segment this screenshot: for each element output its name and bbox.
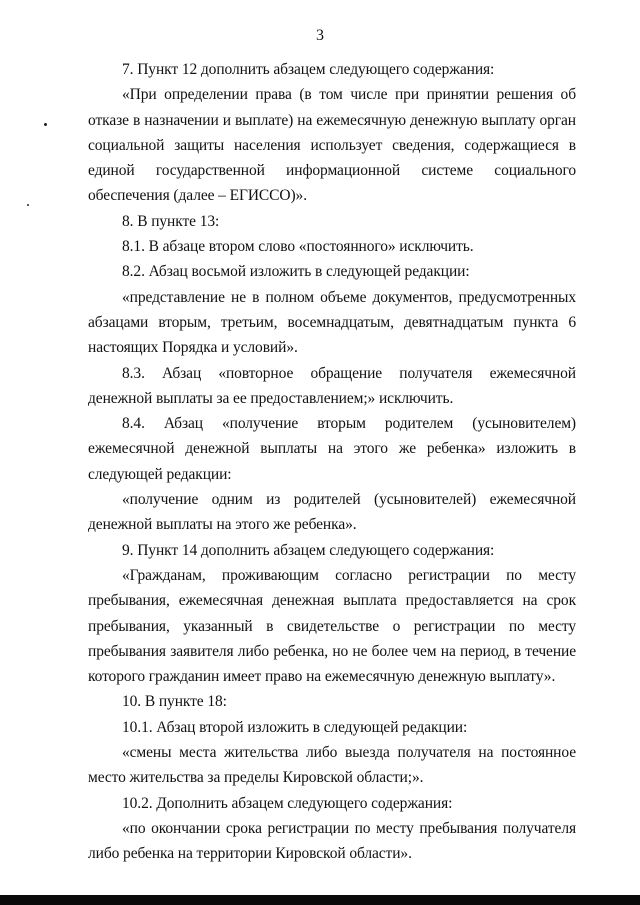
- amendment-item-10-2: 10.2. Дополнить абзацем следующего содержания:: [122, 794, 453, 812]
- amendment-item-8-3: 8.3. Абзац «повторное обращение получателя ежемесячной денежной выплаты за ее предоставлением;» исключить.: [88, 364, 576, 407]
- scan-edge-bar: [0, 895, 640, 905]
- scan-speck: [44, 123, 47, 126]
- amendment-item-8-2: 8.2. Абзац восьмой изложить в следующей редакции:: [122, 263, 470, 281]
- amendment-item-7: 7. Пункт 12 дополнить абзацем следующего содержания:: [122, 61, 495, 78]
- amendment-quote-10-2: «по окончании срока регистрации по месту пребывания получателя либо ребенка на территории Кировской области».: [88, 819, 576, 863]
- amendment-item-9: 9. Пункт 14 дополнить абзацем следующего содержания:: [122, 541, 495, 559]
- amendment-item-10-1: 10.1. Абзац второй изложить в следующей редакции:: [122, 718, 468, 736]
- page-number: 3: [316, 27, 324, 44]
- amendment-item-8-1: 8.1. В абзаце втором слово «постоянного» исключить.: [122, 238, 474, 256]
- document-body: [88, 57, 576, 867]
- amendment-item-10: 10. В пункте 18:: [122, 693, 227, 711]
- scan-speck: [27, 204, 29, 206]
- amendment-quote-7: «При определении права (в том числе при принятии решения об отказе в назначении и выплате) на ежемесячную денежную выплату орган социальной защиты населения использует сведения, содержащиеся в единой государственной информационной системе социального обеспечения (далее – ЕГИССО)».: [88, 86, 576, 205]
- amendment-quote-10-1: «смены места жительства либо выезда получателя на постоянное место жительства за пределы Кировской области;».: [88, 744, 576, 787]
- amendment-quote-8-4: «получение одним из родителей (усыновителей) ежемесячной денежной выплаты на этого же ребенка».: [88, 491, 576, 534]
- amendment-quote-8-2: «представление не в полном объеме документов, предусмотренных абзацами вторым, третьим, восемнадцатым, девятнадцатым пункта 6 настоящих Порядка и условий».: [88, 288, 576, 357]
- amendment-quote-9: «Гражданам, проживающим согласно регистрации по месту пребывания, ежемесячная денежная выплата предоставляется на срок пребывания, указанный в свидетельстве о регистрации по месту пребывания заявителя либо ребенка, но не более чем на период, в течение которого гражданин имеет право на ежемесячную денежную выплату».: [88, 566, 576, 686]
- amendment-item-8: 8. В пункте 13:: [122, 212, 220, 230]
- amendment-item-8-4: 8.4. Абзац «получение вторым родителем (усыновителем) ежемесячной денежной выплаты на этого же ребенка» изложить в следующей редакции:: [88, 415, 576, 483]
